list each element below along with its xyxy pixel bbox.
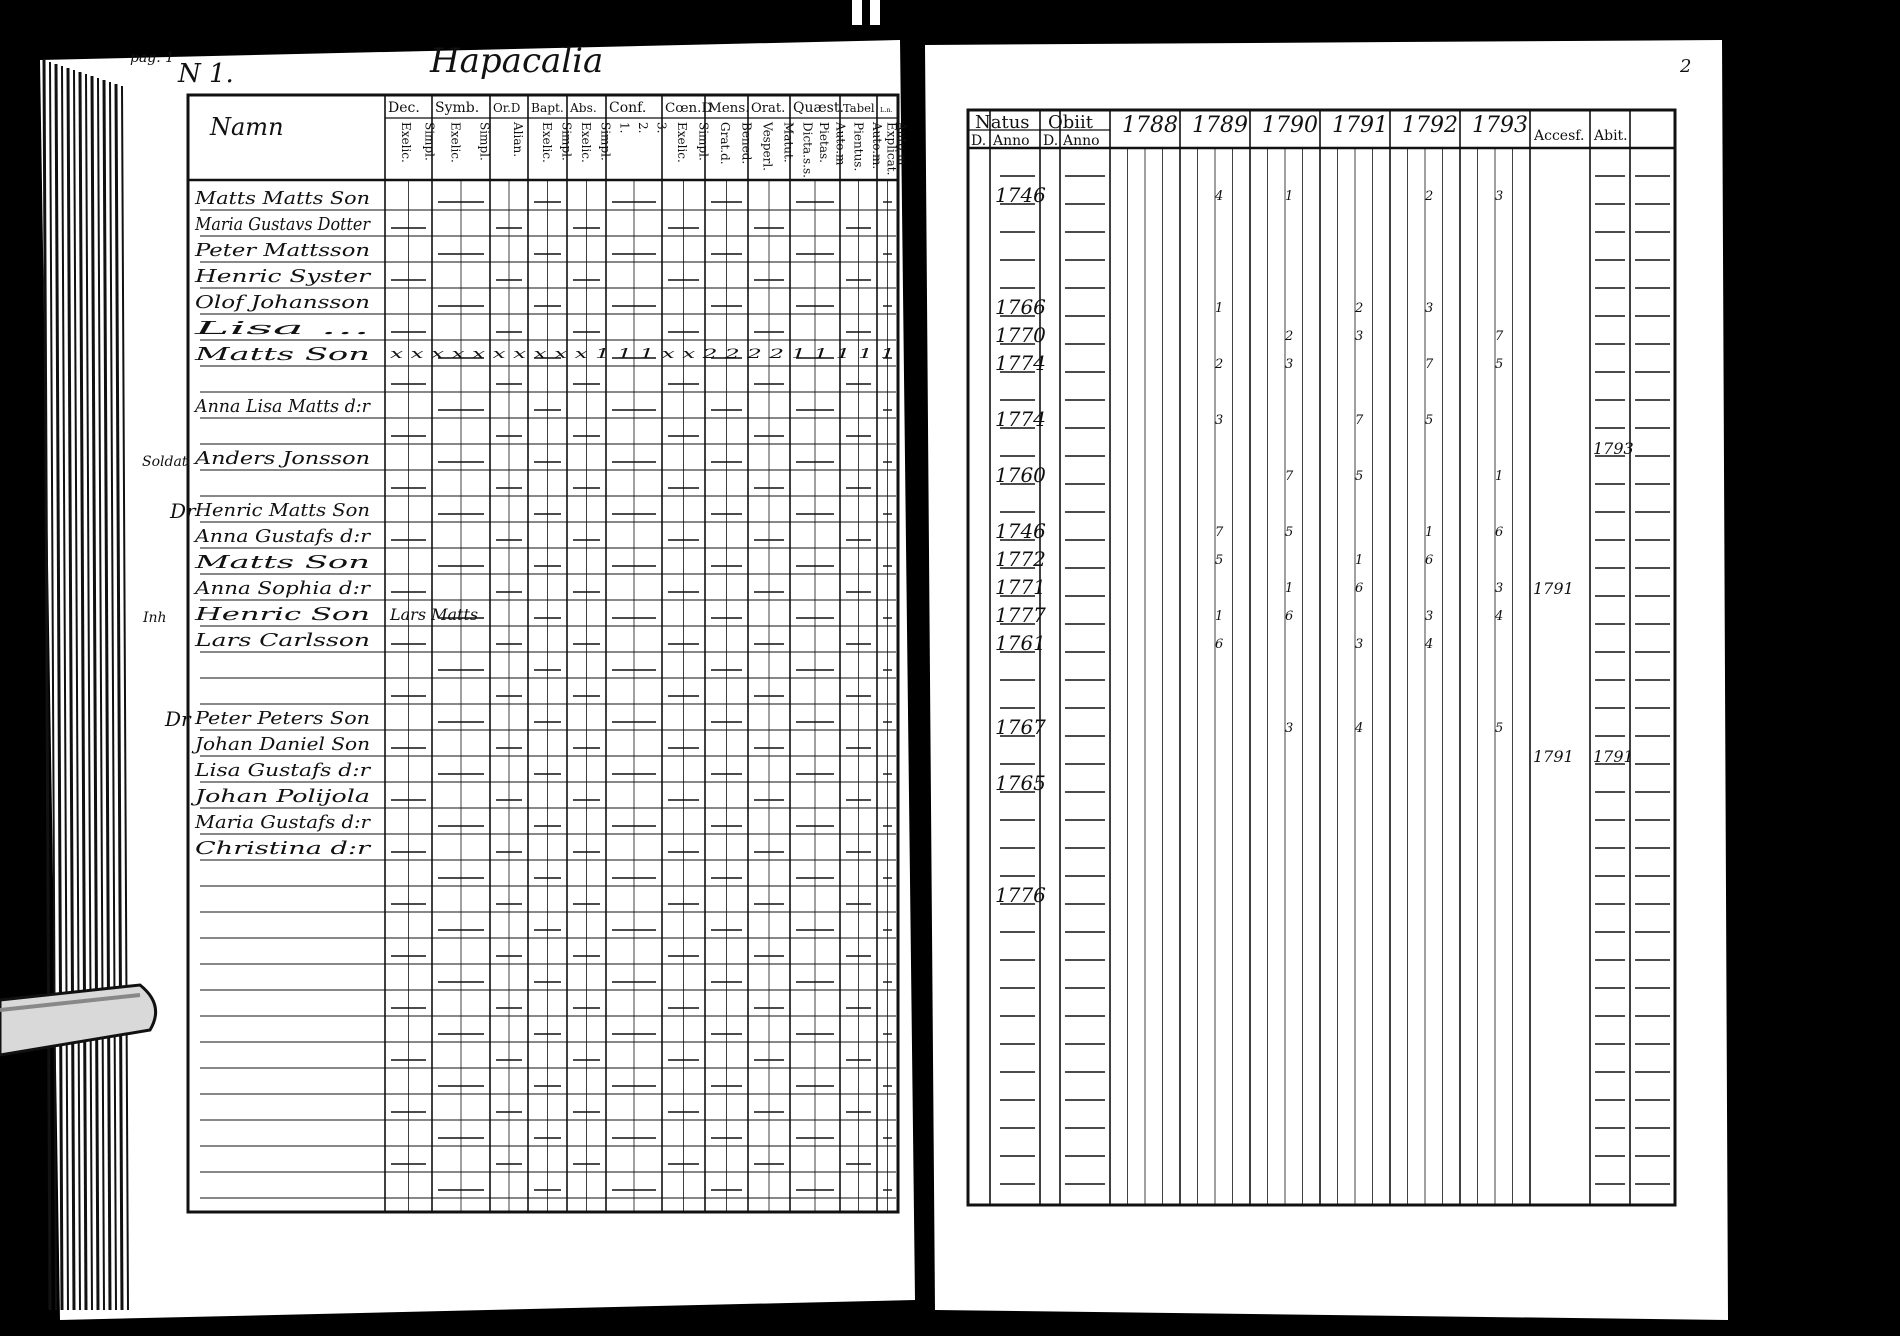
register-entry-name: Lisa Gustafs d:r — [193, 760, 372, 781]
register-entry-name: Peter Mattsson — [193, 240, 370, 261]
attendance-mark: 5 — [1495, 357, 1504, 372]
register-entry-name: Olof Johansson — [195, 292, 370, 313]
register-entry-name: Lisa ... — [192, 318, 370, 339]
column-sub-header: Grat.d. — [717, 122, 732, 165]
abiit-header: Abit. — [1594, 128, 1628, 144]
attendance-mark: 7 — [1495, 329, 1504, 344]
register-entry-name: Anna Lisa Matts d:r — [193, 396, 372, 417]
attendance-mark: 7 — [1355, 413, 1364, 428]
column-group-header: Cœn.D — [665, 101, 713, 116]
page-number: N 1. — [178, 59, 234, 89]
binding-mark-1 — [852, 0, 862, 25]
accessit-note: 1791 — [1533, 747, 1574, 766]
register-entry-name: Peter Peters Son — [193, 708, 370, 729]
year-column-header: 1790 — [1262, 113, 1318, 138]
column-group-header: Orat. — [751, 101, 786, 116]
attendance-mark: 1 — [1425, 525, 1434, 540]
column-sub-header: Exelic. — [448, 122, 463, 163]
column-group-header: Tabel — [843, 101, 875, 115]
register-entry-name: Johan Daniel Son — [190, 734, 370, 755]
abiit-note: 1793 — [1593, 439, 1634, 458]
column-sub-header: Exelic. — [674, 122, 689, 163]
attendance-mark: 3 — [1425, 609, 1434, 624]
birth-year: 1772 — [995, 547, 1046, 571]
column-sub-header: Auto.m. — [894, 122, 909, 170]
obiit-header: Obiit — [1048, 112, 1094, 133]
attendance-mark: 6 — [1425, 553, 1434, 568]
column-group-header: Or.D — [493, 101, 521, 115]
column-sub-header: Bened. — [739, 122, 754, 165]
attendance-mark: 6 — [1215, 637, 1224, 652]
column-group-header: Symb. — [435, 100, 480, 116]
attendance-mark: 7 — [1425, 357, 1434, 372]
attendance-mark: 1 — [1285, 189, 1294, 204]
birth-year: 1774 — [995, 351, 1046, 375]
column-group-header: Bapt. — [531, 101, 564, 115]
birth-year: 1777 — [995, 603, 1046, 627]
attendance-mark: 3 — [1285, 721, 1294, 736]
margin-note: Dr — [170, 499, 196, 523]
attendance-mark: 7 — [1215, 525, 1224, 540]
attendance-mark: 2 — [1285, 329, 1294, 344]
birth-year: 1746 — [995, 519, 1046, 543]
column-sub-header: Simpl. — [422, 122, 437, 161]
attendance-mark: 3 — [1355, 329, 1364, 344]
attendance-mark: 5 — [1425, 413, 1434, 428]
abiit-note: 1791 — [1593, 747, 1634, 766]
attendance-mark: 1 — [1495, 469, 1504, 484]
register-entry-name: Henric Syster — [193, 266, 372, 287]
column-group-header: L.n. — [880, 106, 893, 114]
column-sub-header: Exelic. — [398, 122, 413, 163]
register-entry-name: Henric Matts Son — [193, 500, 370, 521]
column-sub-header: 2. — [636, 122, 650, 134]
margin-note: Dr — [165, 707, 191, 731]
village-title: Hapacalia — [430, 41, 604, 81]
column-sub-header: Simpl. — [598, 122, 613, 161]
attendance-mark: 3 — [1285, 357, 1294, 372]
year-column-header: 1788 — [1122, 113, 1178, 138]
accessit-header: Accesf. — [1534, 128, 1585, 144]
right-page-corner: 2 — [1680, 56, 1692, 77]
column-sub-header: Exelic. — [539, 122, 554, 163]
attendance-mark: 4 — [1215, 189, 1224, 204]
attendance-mark: 2 — [1425, 189, 1434, 204]
obiit-sub-header: D. — [1043, 133, 1059, 149]
column-sub-header: Pientus. — [851, 122, 866, 172]
column-sub-header: Matut. — [781, 122, 796, 163]
obiit-sub-header: Anno — [1063, 133, 1100, 149]
attendance-mark: 2 — [1355, 301, 1364, 316]
year-column-header: 1793 — [1472, 113, 1528, 138]
column-sub-header: Dicta.s.s. — [800, 122, 815, 178]
register-entry-name: Lars Carlsson — [193, 630, 370, 651]
attendance-mark: 5 — [1285, 525, 1294, 540]
birth-year: 1746 — [995, 183, 1046, 207]
register-entry-name: Henric Son — [193, 604, 370, 625]
attendance-mark: 1 — [1215, 301, 1224, 316]
column-group-header: Dec. — [388, 100, 420, 116]
natus-sub-header: Anno — [993, 133, 1030, 149]
birth-year: 1776 — [995, 883, 1046, 907]
attendance-mark: 5 — [1355, 469, 1364, 484]
birth-year: 1766 — [995, 295, 1046, 319]
accessit-note: 1791 — [1533, 579, 1574, 598]
column-sub-header: Simpl. — [559, 122, 574, 161]
column-sub-header: Vesperl. — [760, 122, 775, 171]
column-sub-header: Simpl. — [696, 122, 711, 161]
column-sub-header: Auto.m. — [869, 122, 884, 170]
column-group-header: Quæst. — [793, 100, 844, 116]
register-entry-name: Maria Gustafs d:r — [193, 812, 372, 833]
column-group-header: Conf. — [609, 100, 647, 116]
register-entry-name: Anna Sophia d:r — [192, 578, 372, 599]
attendance-mark: 4 — [1355, 721, 1364, 736]
register-entry-name: Anna Gustafs d:r — [192, 526, 372, 547]
attendance-mark: 1 — [1355, 553, 1364, 568]
attendance-mark: 3 — [1215, 413, 1224, 428]
attendance-mark: 4 — [1495, 609, 1504, 624]
birth-year: 1760 — [995, 463, 1046, 487]
margin-note: Soldat — [142, 454, 188, 470]
attendance-mark: 3 — [1495, 189, 1504, 204]
attendance-mark: 5 — [1495, 721, 1504, 736]
birth-year: 1774 — [995, 407, 1046, 431]
column-sub-header: Auto.m — [833, 122, 848, 166]
margin-note: Inh — [143, 610, 167, 626]
register-entry-name: Christina d:r — [195, 838, 373, 859]
attendance-mark: 3 — [1355, 637, 1364, 652]
attendance-mark: 6 — [1355, 581, 1364, 596]
attendance-mark: 6 — [1495, 525, 1504, 540]
register-entry-name: Matts Matts Son — [193, 188, 370, 209]
birth-year: 1765 — [995, 771, 1046, 795]
column-sub-header: Exelic. — [578, 122, 593, 163]
column-sub-header: 1. — [617, 122, 632, 134]
register-entry-name: Matts Son — [193, 344, 370, 365]
attendance-mark: 7 — [1285, 469, 1294, 484]
attendance-mark: 3 — [1495, 581, 1504, 596]
birth-year: 1770 — [995, 323, 1046, 347]
year-column-header: 1789 — [1192, 113, 1248, 138]
birth-year: 1771 — [995, 575, 1046, 599]
attendance-mark: 6 — [1285, 609, 1294, 624]
register-entry-name: Johan Polijola — [189, 786, 370, 807]
column-sub-header: Alian. — [511, 122, 525, 158]
attendance-mark: 5 — [1215, 553, 1224, 568]
catechism-marks: x x x x x x x x x x 1 1 1 x x 2 2 2 2 1 1 1 1 1 — [390, 347, 895, 362]
column-sub-header: 3. — [654, 122, 669, 134]
corner-note: pag. 1 — [130, 50, 175, 66]
year-column-header: 1791 — [1332, 113, 1388, 138]
attendance-mark: 1 — [1215, 609, 1224, 624]
binding-mark-2 — [870, 0, 880, 25]
natus-header: Natus — [975, 112, 1030, 133]
column-sub-header: Simpl. — [477, 122, 492, 161]
column-group-header: Abs. — [570, 101, 597, 115]
left-page-paper — [40, 40, 915, 1320]
name-column-header: Namn — [210, 113, 284, 141]
attendance-mark: 2 — [1215, 357, 1224, 372]
attendance-mark: 1 — [1285, 581, 1294, 596]
register-entry-name: Maria Gustavs Dotter — [194, 214, 372, 235]
register-entry-name: Anders Jonsson — [192, 448, 370, 469]
attendance-mark: 4 — [1425, 637, 1434, 652]
special-entry-note: Lars Matts — [390, 605, 479, 624]
column-sub-header: Pietas. — [817, 122, 831, 163]
attendance-mark: 3 — [1425, 301, 1434, 316]
natus-sub-header: D. — [971, 133, 987, 149]
birth-year: 1767 — [995, 715, 1046, 739]
column-group-header: Mens. — [708, 101, 750, 116]
year-column-header: 1792 — [1402, 113, 1458, 138]
column-sub-header: Explicat. — [884, 122, 899, 176]
register-entry-name: Matts Son — [193, 552, 370, 573]
left-page — [0, 40, 915, 1320]
birth-year: 1761 — [995, 631, 1046, 655]
